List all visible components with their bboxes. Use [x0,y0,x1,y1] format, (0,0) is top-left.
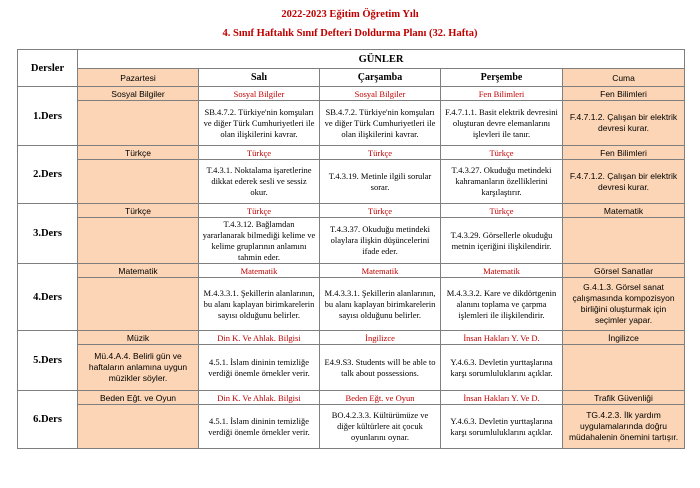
lesson-label: 3.Ders [18,204,78,264]
header-dersler: Dersler [18,50,78,87]
subject-cell: Türkçe [320,146,441,160]
objective-cell [78,218,199,264]
subject-cell: Matematik [78,264,199,278]
subject-cell: Din K. Ve Ahlak. Bilgisi [199,391,320,405]
objective-cell: Mü.4.A.4. Belirli gün ve haftaların anlamına uygun müzikler söyler. [78,345,199,391]
objective-cell: T.4.3.27. Okuduğu metindeki kahramanların özelliklerini karşılaştırır. [441,160,563,204]
subject-cell: Görsel Sanatlar [563,264,685,278]
subject-cell: Trafik Güvenliği [563,391,685,405]
objective-cell: M.4.3.3.1. Şekillerin alanlarının, bu alanı kaplayan birimkarelerin sayısı olduğunu belirler. [320,278,441,331]
subject-cell: Din K. Ve Ahlak. Bilgisi [199,331,320,345]
objective-cell [78,405,199,449]
day-header-cuma: Cuma [563,69,685,87]
subject-cell: Türkçe [320,204,441,218]
lesson-label: 4.Ders [18,264,78,331]
objective-cell: T.4.3.1. Noktalama işaretlerine dikkat ederek sesli ve sessiz okur. [199,160,320,204]
subject-cell: Türkçe [441,146,563,160]
objective-cell: G.4.1.3. Görsel sanat çalışmasında kompozisyon birliğini oluşturmak için seçimler yapar. [563,278,685,331]
objective-cell: SB.4.7.2. Türkiye'nin komşuları ve diğer Türk Cumhuriyetleri ile olan ilişkilerini kavrar. [199,101,320,146]
objective-cell: Y.4.6.3. Devletin yurttaşlarına karşı sorumluluklarını açıklar. [441,405,563,449]
subject-cell: Beden Eğt. ve Oyun [78,391,199,405]
subject-cell: Türkçe [78,146,199,160]
subject-cell: Fen Bilimleri [441,87,563,101]
lesson-label: 5.Ders [18,331,78,391]
subject-cell: Müzik [78,331,199,345]
subject-cell: Fen Bilimleri [563,146,685,160]
lesson-label: 2.Ders [18,146,78,204]
objective-cell: Y.4.6.3. Devletin yurttaşlarına karşı sorumluluklarını açıklar. [441,345,563,391]
day-header-sali: Salı [199,69,320,87]
objective-cell: 4.5.1. İslam dininin temizliğe verdiği önemle örnekler verir. [199,405,320,449]
objective-cell [78,278,199,331]
objective-cell: 4.5.1. İslam dininin temizliğe verdiği önemle örnekler verir. [199,345,320,391]
title-year: 2022-2023 Eğitim Öğretim Yılı [281,9,419,20]
objective-cell: F.4.7.1.2. Çalışan bir elektrik devresi kurar. [563,101,685,146]
lesson-label: 6.Ders [18,391,78,449]
objective-cell: SB.4.7.2. Türkiye'nin komşuları ve diğer Türk Cumhuriyetleri ile olan ilişkilerini kavrar. [320,101,441,146]
header-gunler: GÜNLER [78,50,685,69]
subject-cell: Türkçe [199,204,320,218]
day-header-carsamba: Çarşamba [320,69,441,87]
subject-cell: Türkçe [441,204,563,218]
objective-cell: M.4.3.3.1. Şekillerin alanlarının, bu alanı kaplayan birimkarelerin sayısı olduğunu belirler. [199,278,320,331]
objective-cell [78,101,199,146]
subject-cell: Matematik [441,264,563,278]
objective-cell: T.4.3.29. Görsellerle okuduğu metnin içeriğini ilişkilendirir. [441,218,563,264]
subject-cell: Beden Eğt. ve Oyun [320,391,441,405]
objective-cell: M.4.3.3.2. Kare ve dikdörtgenin alanını toplama ve çarpma işlemleri ile ilişkilendirir. [441,278,563,331]
subject-cell: Matematik [563,204,685,218]
objective-cell: T.4.3.19. Metinle ilgili sorular sorar. [320,160,441,204]
objective-cell [563,218,685,264]
subject-cell: İngilizce [320,331,441,345]
subject-cell: Türkçe [199,146,320,160]
objective-cell: TG.4.2.3. İlk yardım uygulamalarında doğru müdahalenin önemini tartışır. [563,405,685,449]
objective-cell: E4.9.S3. Students will be able to talk about possessions. [320,345,441,391]
subject-cell: İngilizce [563,331,685,345]
objective-cell: F.4.7.1.1. Basit elektrik devresini oluşturan devre elemanlarını işlevleri ile tanır. [441,101,563,146]
weekly-plan-table [17,49,685,449]
subject-cell: Matematik [320,264,441,278]
day-header-persembe: Perşembe [441,69,563,87]
title-plan: 4. Sınıf Haftalık Sınıf Defteri Doldurma Planı (32. Hafta) [222,28,478,39]
lesson-label: 1.Ders [18,87,78,146]
day-header-pazartesi: Pazartesi [78,69,199,87]
objective-cell [563,345,685,391]
subject-cell: Matematik [199,264,320,278]
subject-cell: İnsan Hakları Y. Ve D. [441,331,563,345]
objective-cell: T.4.3.12. Bağlamdan yararlanarak bilmediği kelime ve kelime gruplarının anlamını tahmin eder. [199,218,320,264]
subject-cell: Fen Bilimleri [563,87,685,101]
objective-cell: BO.4.2.3.3. Kültürümüze ve diğer kültürlere ait çocuk oyunlarını oynar. [320,405,441,449]
subject-cell: Türkçe [78,204,199,218]
subject-cell: Sosyal Bilgiler [78,87,199,101]
subject-cell: İnsan Hakları Y. Ve D. [441,391,563,405]
subject-cell: Sosyal Bilgiler [320,87,441,101]
subject-cell: Sosyal Bilgiler [199,87,320,101]
objective-cell: F.4.7.1.2. Çalışan bir elektrik devresi kurar. [563,160,685,204]
objective-cell: T.4.3.37. Okuduğu metindeki olaylara ilişkin düşüncelerini ifade eder. [320,218,441,264]
objective-cell [78,160,199,204]
